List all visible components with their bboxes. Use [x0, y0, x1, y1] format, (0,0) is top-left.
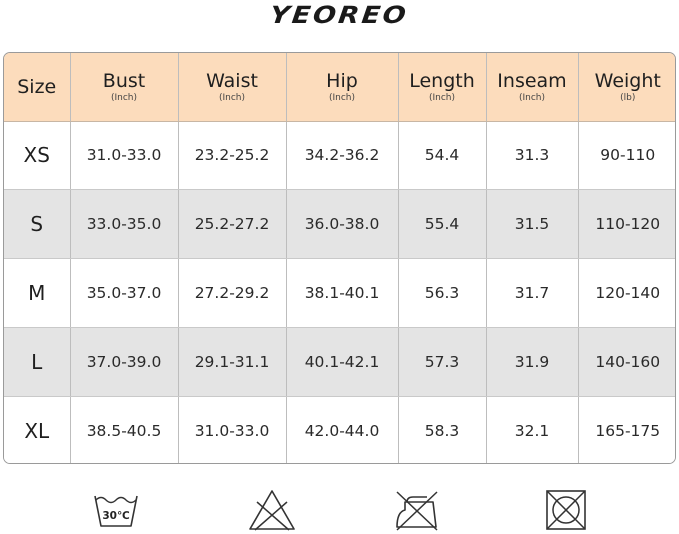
bust-cell: 33.0-35.0: [70, 190, 178, 259]
size-cell: XS: [4, 121, 70, 190]
table-row: [4, 396, 676, 464]
size-cell: S: [4, 190, 70, 259]
wash-temperature-label: 30℃: [102, 510, 130, 522]
inseam-cell: 31.7: [486, 259, 578, 328]
table-row: [4, 190, 676, 259]
header-length: Length (Inch): [398, 53, 486, 121]
waist-cell: 27.2-29.2: [178, 259, 286, 328]
table-header-row: [4, 53, 676, 121]
hip-cell: 34.2-36.2: [286, 121, 398, 190]
hip-cell: 38.1-40.1: [286, 259, 398, 328]
bust-cell: 31.0-33.0: [70, 121, 178, 190]
bust-cell: 37.0-39.0: [70, 327, 178, 396]
length-cell: 55.4: [398, 190, 486, 259]
hip-cell: 36.0-38.0: [286, 190, 398, 259]
weight-cell: 165-175: [595, 421, 661, 440]
length-cell: 57.3: [398, 327, 486, 396]
waist-cell: 23.2-25.2: [178, 121, 286, 190]
inseam-cell: 31.5: [486, 190, 578, 259]
waist-cell: 25.2-27.2: [178, 190, 286, 259]
table-row: [4, 327, 676, 396]
header-hip: Hip (Inch): [286, 53, 398, 121]
header-size: Size: [4, 53, 70, 121]
inseam-cell: 32.1: [486, 396, 578, 464]
inseam-cell: 31.9: [486, 327, 578, 396]
iron-svg: [393, 488, 441, 532]
weight-cell: 120-140: [578, 259, 676, 328]
length-cell: 56.3: [398, 259, 486, 328]
size-table: [4, 53, 676, 464]
tumble-dry-svg: [542, 488, 590, 532]
brand-logo: [0, 0, 679, 30]
table-row: [4, 259, 676, 328]
bust-cell: 35.0-37.0: [70, 259, 178, 328]
care-icons: [0, 484, 679, 534]
length-cell: 58.3: [398, 396, 486, 464]
size-chart: [3, 52, 676, 464]
do-not-tumble-dry-icon: [542, 488, 590, 532]
bust-cell: 38.5-40.5: [70, 396, 178, 464]
header-inseam: Inseam (Inch): [486, 53, 578, 121]
table-row: [4, 121, 676, 190]
inseam-cell: 31.3: [486, 121, 578, 190]
size-cell: XL: [4, 396, 70, 464]
length-cell: 54.4: [398, 121, 486, 190]
hip-cell: 40.1-42.1: [286, 327, 398, 396]
header-bust: Bust (Inch): [70, 53, 178, 121]
wash-30c-icon: [92, 488, 140, 532]
waist-cell: 29.1-31.1: [178, 327, 286, 396]
weight-cell: 140-160: [578, 327, 676, 396]
header-waist: Waist (Inch): [178, 53, 286, 121]
weight-cell: 90-110: [578, 121, 676, 190]
waist-cell: 31.0-33.0: [178, 396, 286, 464]
bleach-triangle-svg: [248, 488, 296, 532]
brand-name: YEOREO: [268, 1, 411, 29]
size-cell: L: [4, 327, 70, 396]
header-weight: Weight (lb): [578, 53, 676, 121]
weight-cell: 110-120: [578, 190, 676, 259]
size-cell: M: [4, 259, 70, 328]
wash-tub-svg: [92, 488, 140, 532]
do-not-bleach-icon: [248, 488, 296, 532]
do-not-iron-icon: [393, 488, 441, 532]
hip-cell: 42.0-44.0: [286, 396, 398, 464]
